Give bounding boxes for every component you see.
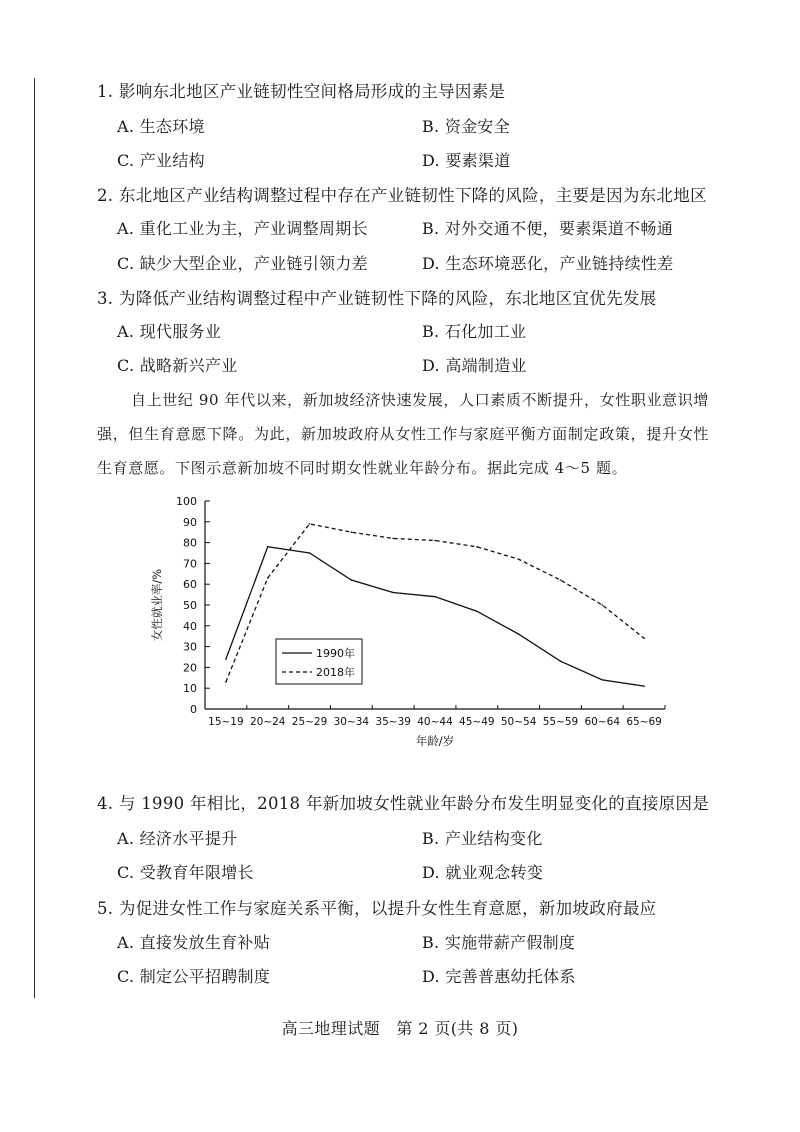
page-footer: 高三地理试题 第 2 页(共 8 页) bbox=[281, 1019, 519, 1038]
question-4-option-a: A. 经济水平提升 bbox=[117, 829, 238, 848]
data-point-0 bbox=[643, 685, 645, 687]
data-point-1 bbox=[351, 531, 353, 533]
x-tick-label: 20~24 bbox=[249, 716, 286, 728]
question-1-stem: 1. 影响东北地区产业链韧性空间格局形成的主导因素是 bbox=[97, 82, 506, 101]
legend-label-0: 1990年 bbox=[316, 647, 355, 660]
x-tick-label: 65~69 bbox=[626, 716, 662, 728]
y-tick-label: 10 bbox=[183, 682, 197, 696]
question-5-option-a: A. 直接发放生育补贴 bbox=[117, 933, 271, 952]
margin-line bbox=[34, 78, 35, 998]
y-tick-label: 70 bbox=[183, 557, 197, 571]
x-tick-label: 45~49 bbox=[459, 716, 495, 728]
y-tick-label: 50 bbox=[183, 599, 197, 612]
question-3-stem: 3. 为降低产业结构调整过程中产业链韧性下降的风险，东北地区宜优先发展 bbox=[97, 289, 657, 308]
plot-area bbox=[150, 495, 665, 748]
question-5-option-c: C. 制定公平招聘制度 bbox=[117, 967, 271, 986]
data-point-1 bbox=[476, 546, 478, 548]
data-point-1 bbox=[560, 579, 562, 581]
data-point-0 bbox=[476, 610, 478, 612]
data-point-0 bbox=[518, 633, 520, 635]
question-2-option-c: C. 缺少大型企业，产业链引领力差 bbox=[117, 254, 368, 273]
question-2-option-d: D. 生态环境恶化，产业链持续性差 bbox=[422, 254, 674, 273]
passage-text: 自上世纪 90 年代以来，新加坡经济快速发展，人口素质不断提升，女性职业意识增强，但生育意愿下降。为此，新加坡政府从女性工作与家庭平衡方面制定政策，提升女性生育意愿。下图示意新加坡不同时期女性就业年龄分布。据此完成 4～5 题。 bbox=[97, 391, 709, 477]
question-5-option-b: B. 实施带薪产假制度 bbox=[422, 933, 576, 952]
x-tick-label: 30~34 bbox=[333, 716, 370, 728]
y-tick-label: 0 bbox=[190, 703, 197, 716]
data-point-0 bbox=[434, 596, 436, 598]
data-point-1 bbox=[518, 558, 520, 560]
question-2-option-a: A. 重化工业为主，产业调整周期长 bbox=[117, 219, 368, 238]
data-point-0 bbox=[267, 546, 269, 548]
data-point-1 bbox=[434, 540, 436, 542]
question-4-option-c: C. 受教育年限增长 bbox=[117, 863, 254, 882]
question-3-option-d: D. 高端制造业 bbox=[422, 356, 527, 375]
y-tick-label: 20 bbox=[183, 661, 197, 675]
y-tick-label: 60 bbox=[183, 578, 197, 592]
data-point-0 bbox=[560, 660, 562, 662]
question-1-option-a: A. 生态环境 bbox=[117, 117, 205, 136]
question-4-option-b: B. 产业结构变化 bbox=[422, 829, 543, 848]
data-point-1 bbox=[225, 681, 227, 683]
data-point-1 bbox=[392, 538, 394, 540]
data-point-0 bbox=[351, 579, 353, 581]
question-3-option-a: A. 现代服务业 bbox=[117, 322, 222, 341]
question-4-option-d: D. 就业观念转变 bbox=[422, 863, 544, 882]
question-5-stem: 5. 为促进女性工作与家庭关系平衡，以提升女性生育意愿，新加坡政府最应 bbox=[97, 899, 657, 918]
data-point-0 bbox=[392, 592, 394, 594]
data-point-0 bbox=[309, 552, 311, 554]
x-tick-label: 15~19 bbox=[208, 716, 244, 728]
x-tick-label: 25~29 bbox=[291, 716, 328, 728]
question-3-option-c: C. 战略新兴产业 bbox=[117, 356, 238, 375]
x-tick-label: 40~44 bbox=[417, 716, 453, 728]
x-axis-label: 年龄/岁 bbox=[415, 734, 455, 748]
y-tick-label: 40 bbox=[183, 619, 197, 633]
y-tick-label: 90 bbox=[183, 515, 197, 529]
legend-label-1: 2018年 bbox=[316, 666, 355, 679]
data-point-1 bbox=[601, 604, 603, 606]
x-tick-label: 50~54 bbox=[500, 716, 537, 728]
y-axis-label: 女性就业率/% bbox=[150, 568, 164, 642]
question-4-stem: 4. 与 1990 年相比，2018 年新加坡女性就业年龄分布发生明显变化的直接原因是 bbox=[97, 794, 710, 813]
data-point-0 bbox=[601, 679, 603, 681]
question-1-option-b: B. 资金安全 bbox=[422, 117, 511, 136]
y-tick-label: 30 bbox=[183, 640, 197, 654]
data-point-1 bbox=[267, 577, 269, 579]
x-tick-label: 55~59 bbox=[542, 716, 579, 728]
x-tick-label: 60~64 bbox=[584, 716, 621, 728]
data-point-1 bbox=[309, 523, 311, 525]
employment-chart bbox=[140, 492, 680, 752]
question-2-option-b: B. 对外交通不便，要素渠道不畅通 bbox=[422, 219, 674, 238]
question-5-option-d: D. 完善普惠幼托体系 bbox=[422, 967, 576, 986]
y-tick-label: 80 bbox=[183, 536, 197, 550]
question-2-stem: 2. 东北地区产业结构调整过程中存在产业链韧性下降的风险，主要是因为东北地区 bbox=[97, 186, 707, 205]
question-1-option-c: C. 产业结构 bbox=[117, 151, 205, 170]
data-point-0 bbox=[225, 658, 227, 660]
question-3-option-b: B. 石化加工业 bbox=[422, 322, 527, 341]
question-1-option-d: D. 要素渠道 bbox=[422, 151, 511, 170]
y-tick-label: 100 bbox=[176, 495, 197, 508]
data-point-1 bbox=[643, 637, 645, 639]
x-tick-label: 35~39 bbox=[375, 716, 411, 728]
